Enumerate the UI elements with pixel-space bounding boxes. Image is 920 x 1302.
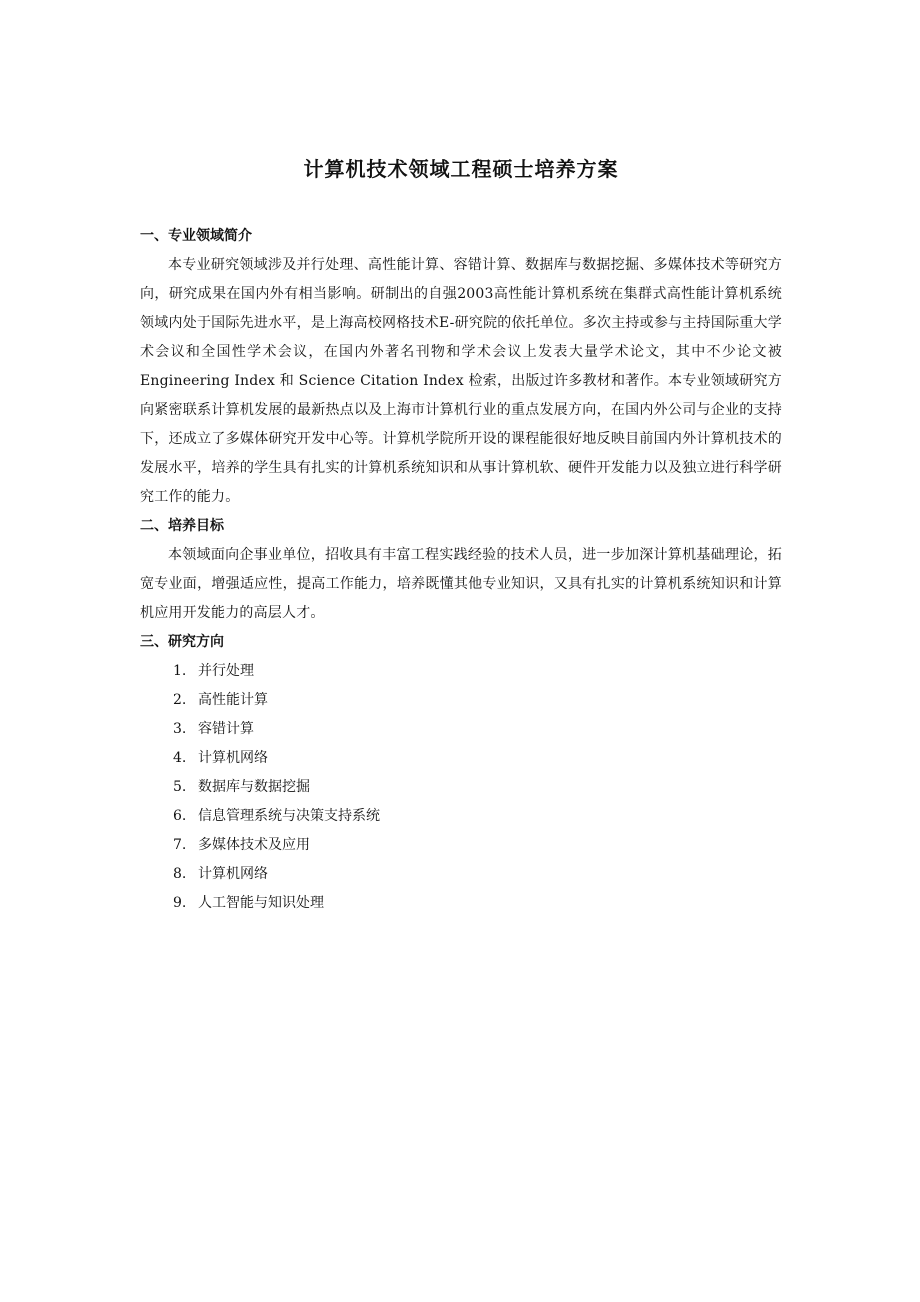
section-heading-goals: 二、培养目标 — [140, 518, 224, 534]
list-item-number: 4. — [173, 750, 187, 766]
section-heading-directions: 三、研究方向 — [140, 634, 224, 650]
list-item-text: 计算机网络 — [198, 750, 268, 766]
document-title: 计算机技术领域工程硕士培养方案 — [303, 157, 619, 181]
list-item — [140, 744, 782, 773]
list-item — [140, 889, 782, 918]
list-item — [140, 831, 782, 860]
list-item-text: 高性能计算 — [198, 692, 268, 708]
section-heading-overview: 一、专业领域简介 — [140, 228, 252, 244]
list-item — [140, 686, 782, 715]
list-item-text: 并行处理 — [198, 663, 254, 679]
list-item-text: 计算机网络 — [198, 866, 268, 882]
research-direction-list — [140, 657, 782, 918]
list-item-text: 信息管理系统与决策支持系统 — [198, 808, 380, 824]
list-item — [140, 860, 782, 889]
list-item-number: 8. — [173, 866, 187, 882]
document-body — [140, 222, 782, 918]
list-item-text: 人工智能与知识处理 — [198, 895, 324, 911]
list-item-number: 7. — [173, 837, 187, 853]
list-item-number: 2. — [173, 692, 187, 708]
list-item-number: 9. — [173, 895, 187, 911]
list-item — [140, 773, 782, 802]
list-item-number: 5. — [173, 779, 187, 795]
list-item-number: 1. — [173, 663, 187, 679]
list-item — [140, 657, 782, 686]
list-item-text: 数据库与数据挖掘 — [198, 779, 310, 795]
overview-paragraph: 本专业研究领域涉及并行处理、高性能计算、容错计算、数据库与数据挖掘、多媒体技术等研究方向，研究成果在国内外有相当影响。研制出的自强2003高性能计算机系统在集群式高性能计算机系统领域内处于国际先进水平，是上海高校网格技术E-研究院的依托单位。多次主持或参与主持国际重大学术会议和全国性学术会议，在国内外著名刊物和学术会议上发表大量学术论文，其中不少论文被Engineering Index 和 Science Citation Index 检索，出版过许多教材和著作。本专业领域研究方向紧密联系计算机发展的最新热点以及上海市计算机行业的重点发展方向，在国内外公司与企业的支持下，还成立了多媒体研究开发中心等。计算机学院所开设的课程能很好地反映目前国内外计算机技术的发展水平，培养的学生具有扎实的计算机系统知识和从事计算机软、硬件开发能力以及独立进行科学研究工作的能力。 — [140, 257, 782, 505]
list-item-number: 6. — [173, 808, 187, 824]
list-item-number: 3. — [173, 721, 187, 737]
list-item — [140, 802, 782, 831]
goals-paragraph: 本领域面向企事业单位，招收具有丰富工程实践经验的技术人员，进一步加深计算机基础理论，拓宽专业面，增强适应性，提高工作能力，培养既懂其他专业知识，又具有扎实的计算机系统知识和计算机应用开发能力的高层人才。 — [140, 547, 782, 621]
list-item-text: 多媒体技术及应用 — [198, 837, 310, 853]
list-item-text: 容错计算 — [198, 721, 254, 737]
list-item — [140, 715, 782, 744]
